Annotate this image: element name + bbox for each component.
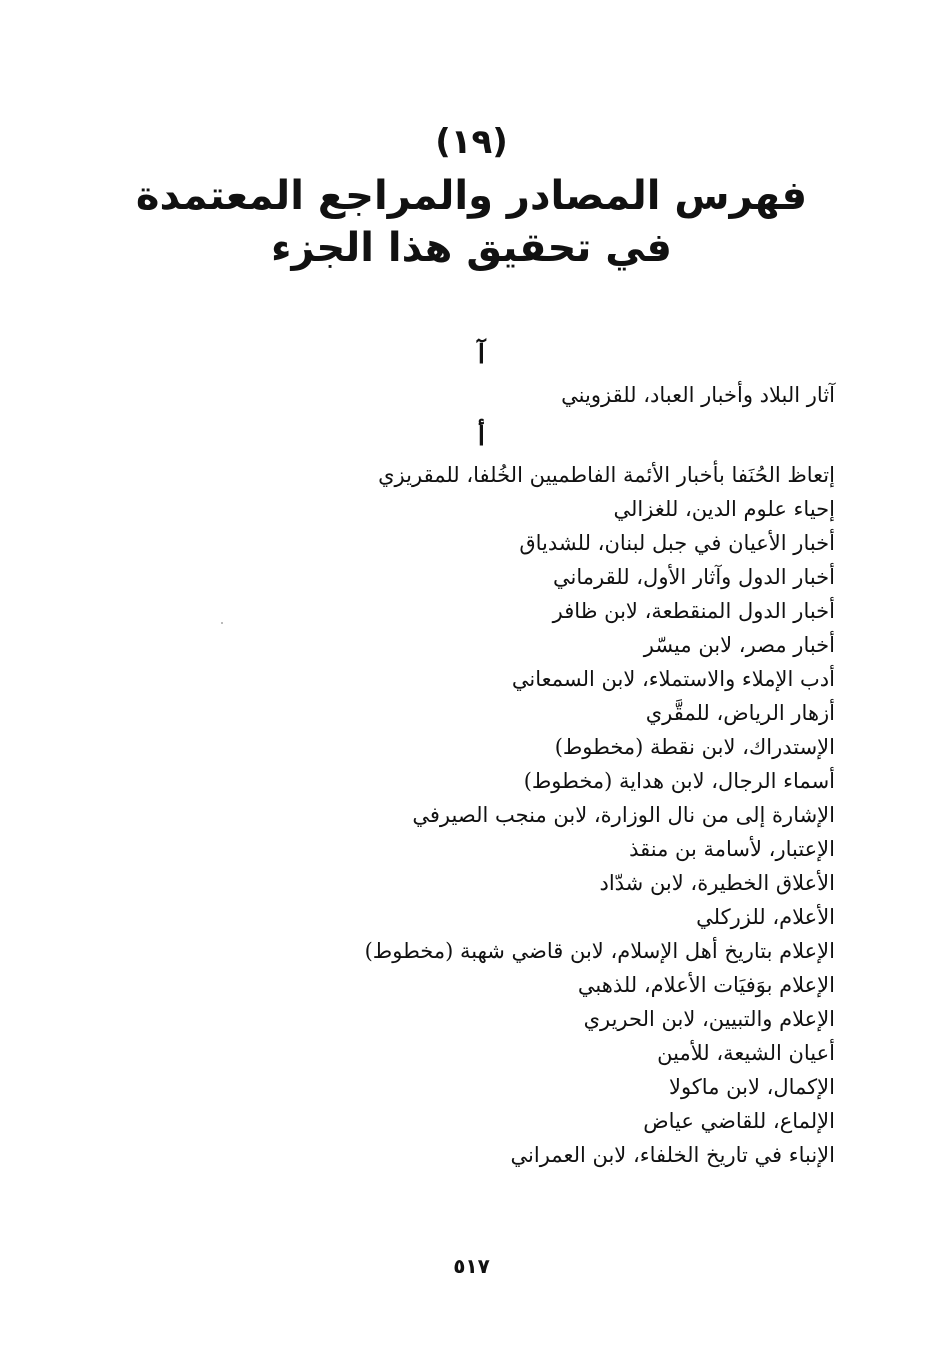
list-item: الأعلام، للزركلي	[696, 905, 835, 929]
list-item: الأعلاق الخطيرة، لابن شدّاد	[599, 871, 835, 895]
list-item: الإعتبار، لأسامة بن منقذ	[629, 837, 835, 861]
list-item: أعيان الشيعة، للأمين	[657, 1041, 835, 1065]
scan-mark	[221, 622, 223, 624]
list-item: الإلماع، للقاضي عياض	[643, 1109, 835, 1133]
entry-list-alif-hamza	[365, 458, 835, 1172]
list-item: الإستدراك، لابن نقطة (مخطوط)	[554, 735, 835, 759]
list-item: أخبار الدول المنقطعة، لابن ظافر	[552, 599, 835, 623]
page-title-line-1: فهرس المصادر والمراجع المعتمدة	[135, 173, 808, 219]
section-letter-alif-hamza: أ	[477, 422, 485, 452]
list-item: أخبار مصر، لابن ميسّر	[643, 633, 835, 657]
list-item: أسماء الرجال، لابن هداية (مخطوط)	[523, 769, 835, 793]
list-item: آثار البلاد وأخبار العباد، للقزويني	[561, 383, 835, 407]
page-number: ٥١٧	[453, 1254, 490, 1278]
section-letter-alif-madda: آ	[477, 340, 485, 370]
page-title-line-2: في تحقيق هذا الجزء	[271, 225, 672, 271]
list-item: الإشارة إلى من نال الوزارة، لابن منجب الصيرفي	[412, 803, 835, 827]
list-item: إحياء علوم الدين، للغزالي	[613, 497, 835, 521]
list-item: الإعلام والتبيين، لابن الحريري	[583, 1007, 835, 1031]
list-item: أخبار الدول وآثار الأول، للقرماني	[553, 565, 835, 589]
list-item: الإعلام بوَفيَات الأعلام، للذهبي	[577, 973, 835, 997]
list-item: إتعاظ الحُنَفا بأخبار الأئمة الفاطميين الخُلفا، للمقريزي	[378, 463, 835, 487]
entry-list-alif-madda	[561, 378, 835, 412]
list-item: أخبار الأعيان في جبل لبنان، للشدياق	[519, 531, 835, 555]
list-item: الإنباء في تاريخ الخلفاء، لابن العمراني	[510, 1143, 835, 1167]
chapter-number: (١٩)	[435, 122, 508, 162]
list-item: الإعلام بتاريخ أهل الإسلام، لابن قاضي شهبة (مخطوط)	[364, 939, 835, 963]
list-item: الإكمال، لابن ماكولا	[668, 1075, 835, 1099]
list-item: أزهار الرياض، للمقَّري	[645, 701, 835, 725]
list-item: أدب الإملاء والاستملاء، لابن السمعاني	[511, 667, 835, 691]
